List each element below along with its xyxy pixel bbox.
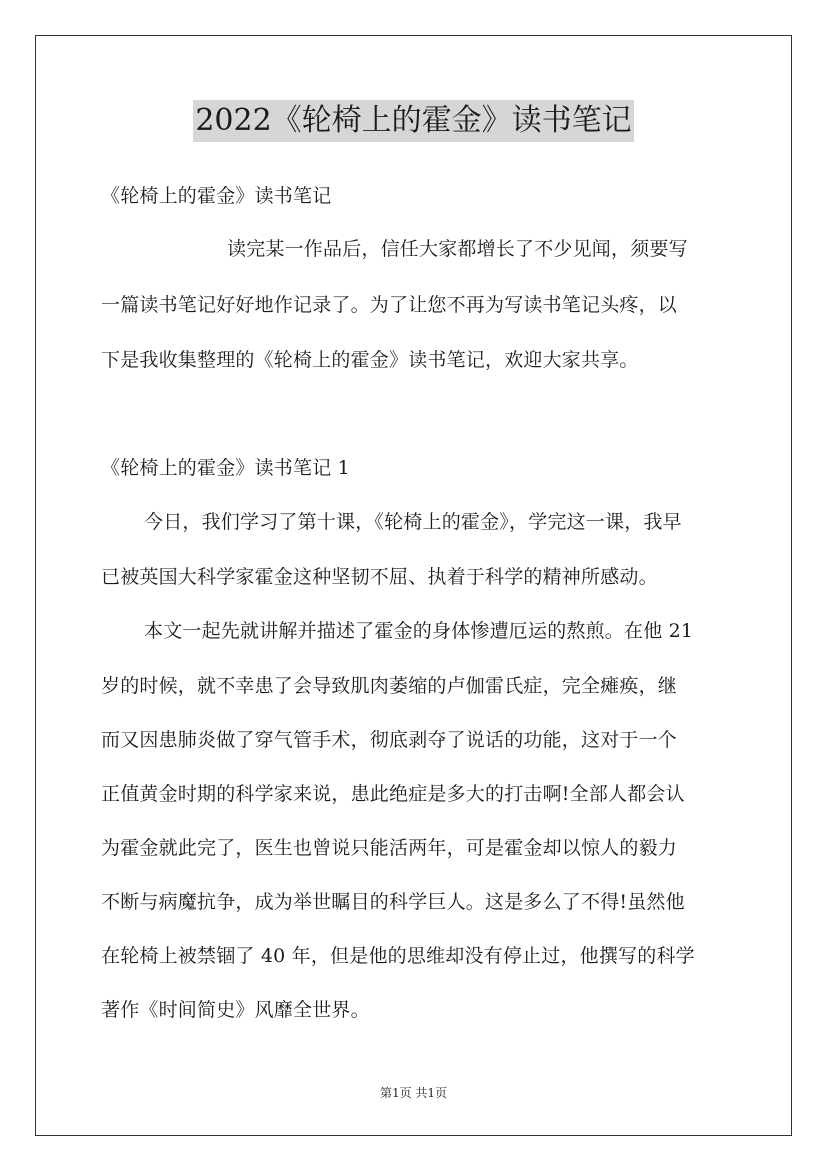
document-title: 2022《轮椅上的霍金》读书笔记 [193,100,633,142]
paragraph-line: 为霍金就此完了，医生也曾说只能活两年，可是霍金却以惊人的毅力 [101,837,678,859]
section-heading: 《轮椅上的霍金》读书笔记 1 [101,457,350,479]
paragraph-line: 在轮椅上被禁锢了 40 年，但是他的思维却没有停止过，他撰写的科学 [101,945,695,967]
intro-line: 下是我收集整理的《轮椅上的霍金》读书笔记，欢迎大家共享。 [101,349,639,371]
paragraph-line: 本文一起先就讲解并描述了霍金的身体惨遭厄运的熬煎。在他 21 [144,620,694,642]
paragraph-line: 今日，我们学习了第十课，《轮椅上的霍金》，学完这一课，我早 [144,511,682,533]
page-number-footer: 第1页 共1页 [379,1086,448,1100]
paragraph-line: 不断与病魔抗争，成为举世瞩目的科学巨人。这是多么了不得!虽然他 [101,891,685,913]
paragraph-line: 岁的时候，就不幸患了会导致肌肉萎缩的卢伽雷氏症，完全瘫痪，继 [101,675,678,697]
intro-line: 读完某一作品后，信任大家都增长了不少见闻，须要写 [227,238,688,260]
paragraph-line: 已被英国大科学家霍金这种坚韧不屈、执着于科学的精神所感动。 [101,566,658,588]
paragraph-line: 著作《时间简史》风靡全世界。 [101,999,370,1021]
title-area [0,100,827,142]
intro-line: 一篇读书笔记好好地作记录了。为了让您不再为写读书笔记头疼，以 [101,294,678,316]
paragraph-line: 正值黄金时期的科学家来说，患此绝症是多大的打击啊!全部人都会认 [101,783,685,805]
paragraph-line: 而又因患肺炎做了穿气管手术，彻底剥夺了说话的功能，这对于一个 [101,729,678,751]
document-subtitle: 《轮椅上的霍金》读书笔记 [101,185,332,207]
